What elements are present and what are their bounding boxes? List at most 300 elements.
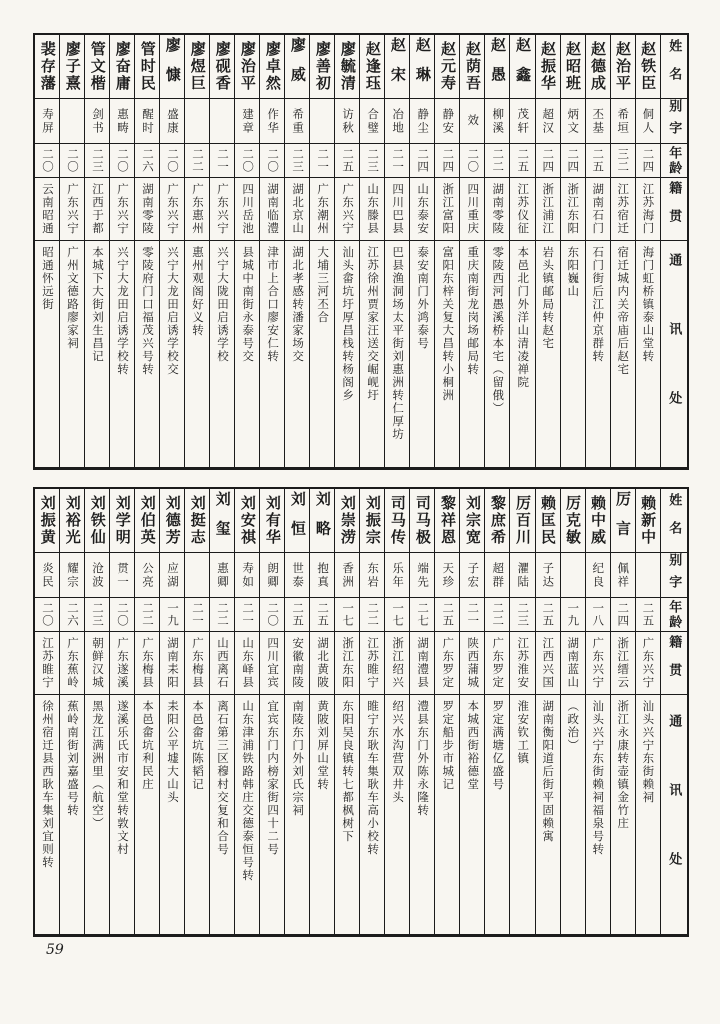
- entry-native-place: [510, 178, 534, 241]
- entry-native-place: [586, 632, 610, 695]
- entry-native-place-text: 浙江绍兴: [391, 637, 406, 689]
- entry-native-place: [385, 632, 409, 695]
- entry-address-text: 汕头兴宁东街赖祠: [641, 700, 656, 804]
- entry-age-text: 二二: [366, 602, 381, 627]
- entry-courtesy-name-text: 沧波: [90, 561, 105, 589]
- entry-courtesy-name: [410, 99, 434, 144]
- entry-native-place-text: 广东惠州: [191, 183, 206, 235]
- entry-courtesy-name-text: 盛康: [166, 107, 181, 135]
- entry-name: [586, 489, 610, 553]
- entry-address-text: 津市上合口廖安仁转: [266, 246, 281, 363]
- entry-name-text: 刘略: [313, 491, 332, 550]
- entry-address: [636, 241, 660, 467]
- entry-courtesy-name-text: 炎民: [40, 561, 55, 589]
- entry-native-place-text: 山西离石: [216, 637, 231, 689]
- entry-courtesy-name-text: 作华: [266, 107, 281, 135]
- entry-native-place: [360, 632, 384, 695]
- entry-address-text: 本城西街裕德堂: [466, 700, 481, 791]
- entry-courtesy-name-text: 佩祥: [616, 561, 631, 589]
- entry-native-place: [561, 632, 585, 695]
- entry-courtesy-name-text: 灈陆: [516, 561, 531, 589]
- entry-address: [285, 241, 309, 467]
- entry-column: [434, 489, 459, 934]
- entry-name: [460, 35, 484, 99]
- entry-address-text: 本邑畲坑利民庄: [141, 700, 155, 791]
- entry-column: [434, 35, 459, 467]
- entry-name: [185, 35, 209, 99]
- entry-address: [385, 695, 409, 934]
- entry-native-place-text: 江西兴国: [541, 637, 556, 689]
- entry-column: [35, 489, 59, 934]
- entry-courtesy-name-text: 乐年: [391, 561, 406, 589]
- entry-courtesy-name-text: 炳文: [566, 107, 581, 135]
- entry-courtesy-name-text: 天珍: [441, 561, 456, 589]
- entry-address-text: 遂溪乐氏市安和堂转敦文村: [115, 700, 130, 856]
- entry-column: [309, 35, 334, 467]
- entry-name: [185, 489, 209, 553]
- entry-courtesy-name: [586, 553, 610, 598]
- entry-column: [535, 35, 560, 467]
- entry-address: [260, 695, 284, 934]
- entry-age-text: 二二: [216, 602, 231, 627]
- entry-native-place-text: 浙江富阳: [441, 183, 456, 235]
- entry-native-place-text: 广东遂溪: [115, 637, 130, 689]
- entry-address-text: 本邑北门外洋山清凌禅院: [516, 246, 531, 389]
- entry-address-text: （政治）: [566, 700, 581, 752]
- entry-name: [135, 489, 159, 553]
- entry-name-text: 刘有华: [263, 495, 282, 546]
- entry-age: [485, 144, 509, 178]
- entry-age-text: 二〇: [266, 602, 281, 627]
- entry-name-text: 黎祥恩: [438, 495, 457, 546]
- entry-address: [160, 695, 184, 934]
- entry-address: [410, 241, 434, 467]
- entry-address: [611, 695, 635, 934]
- entry-address-text: 海门虹桥镇泰山堂转: [641, 246, 656, 363]
- entry-age-text: 二一: [216, 148, 231, 173]
- entry-name: [335, 35, 359, 99]
- entry-age-text: 二〇: [65, 148, 80, 173]
- entry-name-text: 司马传: [388, 495, 407, 546]
- entry-native-place-text: 江苏宿迁: [616, 183, 631, 235]
- entry-courtesy-name: [110, 553, 134, 598]
- entry-courtesy-name: [135, 553, 159, 598]
- entry-name-text: 管时民: [138, 41, 157, 92]
- entry-name-text: 刘玺: [213, 491, 232, 550]
- entry-courtesy-name-text: 寿如: [241, 561, 256, 589]
- entry-column: [84, 489, 109, 934]
- entry-address: [110, 241, 134, 467]
- entry-address: [536, 241, 560, 467]
- entry-native-place: [460, 178, 484, 241]
- entry-age-text: 二一: [241, 602, 256, 627]
- entry-name-text: 司马极: [413, 495, 432, 546]
- entry-age: [60, 144, 84, 178]
- entry-name-text: 廖砚香: [213, 41, 232, 92]
- entry-name: [485, 35, 509, 99]
- entry-name-text: 刘振黄: [38, 495, 57, 546]
- entry-age: [260, 598, 284, 632]
- entry-courtesy-name-text: 子达: [541, 561, 556, 589]
- entry-address-text: 宜宾东门内榜家街四十二号: [266, 700, 281, 856]
- entry-courtesy-name: [485, 99, 509, 144]
- entry-name: [561, 489, 585, 553]
- entry-native-place: [360, 178, 384, 241]
- entry-native-place-text: 江苏仪征: [516, 183, 531, 235]
- entry-name-text: 裴存藩: [38, 41, 57, 92]
- entry-age: [210, 598, 234, 632]
- entry-address-text: 零陵西河愚溪桥本宅（留俄）: [491, 246, 506, 415]
- entry-age-text: 一九: [166, 602, 181, 627]
- entry-age: [285, 598, 309, 632]
- entry-age-text: 二〇: [241, 148, 256, 173]
- entry-address: [435, 241, 459, 467]
- entry-name-text: 刘安祺: [238, 495, 257, 546]
- entry-age-text: 二〇: [466, 148, 481, 173]
- entry-column: [184, 35, 209, 467]
- entry-courtesy-name: [485, 553, 509, 598]
- entry-name-text: 刘裕光: [63, 495, 82, 546]
- entry-age-text: 二二: [191, 148, 206, 173]
- entry-age: [360, 144, 384, 178]
- header-age-label: 年龄: [666, 599, 682, 630]
- entry-native-place: [310, 178, 334, 241]
- entry-age-text: 二〇: [115, 148, 130, 173]
- entry-courtesy-name: [586, 99, 610, 144]
- entry-courtesy-name: [561, 99, 585, 144]
- entry-name-text: 厉克敏: [564, 495, 583, 546]
- entry-native-place: [485, 178, 509, 241]
- entry-column: [610, 35, 635, 467]
- entry-name-text: 廖子熹: [63, 41, 82, 92]
- header-courtesy-name: [661, 99, 687, 144]
- entry-name: [235, 35, 259, 99]
- entry-address: [410, 695, 434, 934]
- entry-name: [210, 489, 234, 553]
- entry-native-place-text: 山东滕县: [366, 183, 381, 235]
- entry-courtesy-name: [536, 99, 560, 144]
- header-age: [661, 598, 687, 632]
- entry-age-text: 二一: [316, 148, 331, 173]
- entry-name: [536, 489, 560, 553]
- header-name-label: 姓名: [666, 38, 682, 95]
- entry-column: [184, 489, 209, 934]
- entry-name-text: 赵元寿: [438, 41, 457, 92]
- entry-courtesy-name-text: 端先: [416, 561, 431, 589]
- entry-address-text: 富阳东梓关复大昌转小桐洲: [441, 246, 456, 402]
- entry-name-text: 赖中威: [589, 495, 608, 546]
- entry-native-place: [510, 632, 534, 695]
- entry-native-place-text: 广东蕉岭: [65, 637, 80, 689]
- entry-age-text: 二二: [491, 148, 506, 173]
- entry-native-place-text: 广东兴宁: [641, 637, 656, 689]
- entry-name: [60, 35, 84, 99]
- entry-address: [360, 695, 384, 934]
- entry-native-place: [110, 632, 134, 695]
- entry-address: [310, 695, 334, 934]
- entry-courtesy-name-text: 惠畴: [115, 107, 130, 135]
- entry-age: [510, 598, 534, 632]
- entry-column: [59, 489, 84, 934]
- entry-courtesy-name-text: 冶地: [391, 107, 406, 135]
- entry-courtesy-name-text: 子宏: [466, 561, 481, 589]
- entry-address-text: 湖北孝感转潘家场交: [291, 246, 306, 363]
- entry-address: [210, 241, 234, 467]
- entry-address: [485, 241, 509, 467]
- entry-age: [636, 144, 660, 178]
- entry-native-place-text: 广东兴宁: [65, 183, 80, 235]
- entry-name-text: 廖毓清: [338, 41, 357, 92]
- entry-address-text: 南陵东门外刘氏宗祠: [291, 700, 306, 817]
- entry-native-place: [135, 178, 159, 241]
- entry-native-place: [285, 632, 309, 695]
- entry-age: [460, 144, 484, 178]
- entry-native-place: [536, 632, 560, 695]
- entry-column: [409, 35, 434, 467]
- entry-courtesy-name: [536, 553, 560, 598]
- entry-name: [385, 489, 409, 553]
- entry-name-text: 廖慷: [163, 37, 182, 96]
- entry-courtesy-name: [636, 99, 660, 144]
- entry-address-text: 岩头镇邮局转赵宅: [541, 246, 556, 350]
- entry-courtesy-name: [310, 553, 334, 598]
- entry-address-text: 黑龙江满洲里（航空）: [90, 700, 105, 830]
- entry-age: [385, 144, 409, 178]
- entry-column: [484, 489, 509, 934]
- entry-age-text: 二一: [391, 148, 406, 173]
- entry-address: [260, 241, 284, 467]
- entry-address-text: 蕉岭南街刘嘉盛号转: [65, 700, 80, 817]
- entry-courtesy-name: [135, 99, 159, 144]
- entry-address: [510, 695, 534, 934]
- entry-native-place: [485, 632, 509, 695]
- entry-native-place: [160, 178, 184, 241]
- entry-age: [536, 144, 560, 178]
- entry-address-text: 澧县东门外陈永隆转: [416, 700, 431, 817]
- header-name: [661, 489, 687, 553]
- entry-name-text: 刘崇涝: [338, 495, 357, 546]
- entry-column: [109, 35, 134, 467]
- entry-column: [384, 35, 409, 467]
- entry-address: [60, 241, 84, 467]
- entry-age-text: 二一: [466, 602, 481, 627]
- entry-courtesy-name-text: 希垣: [616, 107, 631, 135]
- entry-native-place-text: 广东兴宁: [166, 183, 181, 235]
- entry-courtesy-name: [335, 99, 359, 144]
- entry-courtesy-name-text: 寿屏: [40, 107, 55, 135]
- entry-courtesy-name-text: 超汉: [541, 107, 556, 135]
- entry-native-place: [460, 632, 484, 695]
- entry-courtesy-name: [460, 99, 484, 144]
- entry-native-place-text: 江西于都: [90, 183, 105, 235]
- entry-age-text: 二五: [441, 602, 456, 627]
- entry-native-place-text: 江苏海门: [641, 183, 656, 235]
- entry-address-text: 兴宁大陇田启诱学校: [216, 246, 231, 363]
- entry-native-place-text: 浙江缙云: [616, 637, 631, 689]
- entry-name: [360, 35, 384, 99]
- entry-age: [510, 144, 534, 178]
- entry-native-place-text: 湖北黄陂: [316, 637, 331, 689]
- entry-age: [160, 598, 184, 632]
- entry-address: [310, 241, 334, 467]
- entry-name-text: 刘铁仙: [88, 495, 107, 546]
- entry-age: [586, 144, 610, 178]
- entry-address: [636, 695, 660, 934]
- entry-age: [60, 598, 84, 632]
- entry-column: [284, 35, 309, 467]
- entry-native-place-text: 湖南零陵: [491, 183, 506, 235]
- entry-native-place: [586, 178, 610, 241]
- entry-native-place: [335, 178, 359, 241]
- entry-name: [160, 489, 184, 553]
- entry-name: [210, 35, 234, 99]
- entry-native-place: [260, 632, 284, 695]
- entry-age: [285, 144, 309, 178]
- entry-age-text: 二五: [316, 602, 331, 627]
- entry-age-text: 二五: [341, 148, 356, 173]
- entry-courtesy-name-text: 剑书: [90, 107, 105, 135]
- entry-column: [109, 489, 134, 934]
- entry-address-text: 江苏徐州贾家汪送交崛岘圩: [366, 246, 381, 402]
- entry-native-place: [536, 178, 560, 241]
- entry-name: [35, 489, 59, 553]
- entry-native-place-text: 浙江东阳: [566, 183, 581, 235]
- entry-name: [310, 35, 334, 99]
- entry-native-place-text: 四川宜宾: [266, 637, 281, 689]
- entry-age-text: 二六: [141, 148, 155, 173]
- entry-address: [160, 241, 184, 467]
- header-native-place: [661, 178, 687, 241]
- entry-address-text: 睢宁东耿车集耿车高小校转: [366, 700, 381, 856]
- entry-age-text: 二四: [641, 148, 656, 173]
- entry-courtesy-name-text: 侗人: [641, 107, 656, 135]
- entry-native-place: [185, 632, 209, 695]
- entry-age-text: 一七: [391, 602, 406, 627]
- entry-native-place: [210, 632, 234, 695]
- entry-column: [159, 35, 184, 467]
- entry-column: [610, 489, 635, 934]
- entry-age: [235, 598, 259, 632]
- entry-name: [260, 35, 284, 99]
- entry-age: [310, 598, 334, 632]
- entry-native-place-text: 广东罗定: [441, 637, 456, 689]
- entry-courtesy-name: [260, 553, 284, 598]
- entry-courtesy-name: [636, 553, 660, 598]
- entry-address: [60, 695, 84, 934]
- entry-name-text: 赵逢珏: [363, 41, 382, 92]
- entry-address-text: 巴县渔洞场太平街刘惠洲转仁厚坊: [391, 246, 406, 441]
- entry-column: [560, 489, 585, 934]
- entry-native-place: [435, 632, 459, 695]
- entry-name: [85, 489, 109, 553]
- entry-name-text: 刘挺志: [188, 495, 207, 546]
- header-age-label: 年龄: [666, 145, 682, 176]
- entry-age: [85, 144, 109, 178]
- entry-address-text: 昭通怀远街: [40, 246, 55, 311]
- entry-courtesy-name: [235, 553, 259, 598]
- entry-address: [510, 241, 534, 467]
- entry-courtesy-name: [410, 553, 434, 598]
- entry-name: [110, 489, 134, 553]
- entry-column: [35, 35, 59, 467]
- entry-column: [585, 35, 610, 467]
- entry-name-text: 黎庶希: [488, 495, 507, 546]
- entry-native-place: [60, 632, 84, 695]
- entry-age: [611, 144, 635, 178]
- entry-courtesy-name: [360, 553, 384, 598]
- entry-name-text: 廖煜巨: [188, 41, 207, 92]
- entry-native-place-text: 江苏淮安: [516, 637, 531, 689]
- entry-name: [510, 35, 534, 99]
- entry-address: [235, 695, 259, 934]
- entry-address-text: 零陵府门口福茂兴号转: [141, 246, 155, 376]
- entry-name-text: 刘恒: [288, 491, 307, 550]
- entry-native-place: [235, 178, 259, 241]
- entry-age-text: 二三: [90, 602, 105, 627]
- entry-native-place-text: 四川重庆: [466, 183, 481, 235]
- entry-address-text: 山东津浦铁路韩庄交德泰恒号转: [241, 700, 256, 882]
- entry-age-text: 一七: [341, 602, 356, 627]
- entry-age-text: 二五: [541, 602, 556, 627]
- entry-age-text: 二五: [641, 602, 656, 627]
- entry-address: [285, 695, 309, 934]
- entry-age: [561, 144, 585, 178]
- entry-address-text: 本邑畲坑陈韬记: [191, 700, 206, 791]
- entry-address-text: 兴宁大龙田启诱学校转: [115, 246, 130, 376]
- entry-age: [586, 598, 610, 632]
- entry-native-place-text: 湖南零陵: [141, 183, 155, 235]
- entry-address-text: 徐州宿迁县西耿车集刘宜则转: [40, 700, 55, 869]
- entry-address: [360, 241, 384, 467]
- entry-courtesy-name-text: 茂轩: [516, 107, 531, 135]
- entry-name: [160, 35, 184, 99]
- entry-address: [561, 695, 585, 934]
- entry-address: [135, 695, 159, 934]
- entry-name: [435, 35, 459, 99]
- entry-age: [435, 598, 459, 632]
- entry-address-text: 本城下大街刘生昌记: [90, 246, 105, 363]
- entry-age-text: 二二: [141, 602, 155, 627]
- entry-native-place: [135, 632, 159, 695]
- header-age: [661, 144, 687, 178]
- entry-age: [160, 144, 184, 178]
- entry-native-place-text: 广东潮州: [316, 183, 331, 235]
- entry-native-place: [435, 178, 459, 241]
- entry-courtesy-name: [85, 99, 109, 144]
- entry-address-text: 重庆南街龙岗场邮局转: [466, 246, 481, 376]
- entry-age: [485, 598, 509, 632]
- entry-courtesy-name: [35, 553, 59, 598]
- header-name-label: 姓名: [666, 492, 682, 549]
- entry-address-text: 兴宁大龙田启诱学校交: [166, 246, 181, 376]
- header-name: [661, 35, 687, 99]
- entry-age: [235, 144, 259, 178]
- entry-native-place: [160, 632, 184, 695]
- entry-name: [410, 35, 434, 99]
- entry-age: [260, 144, 284, 178]
- entry-name-text: 赵愚: [488, 37, 507, 96]
- entry-address-text: 浙江永康转壶镇金竹庄: [616, 700, 631, 830]
- entry-age: [636, 598, 660, 632]
- entry-age: [135, 144, 159, 178]
- entry-name: [285, 489, 309, 553]
- entry-column: [585, 489, 610, 934]
- entry-column: [234, 35, 259, 467]
- entry-courtesy-name: [185, 99, 209, 144]
- entry-column: [159, 489, 184, 934]
- header-address: [661, 695, 687, 934]
- entry-name: [561, 35, 585, 99]
